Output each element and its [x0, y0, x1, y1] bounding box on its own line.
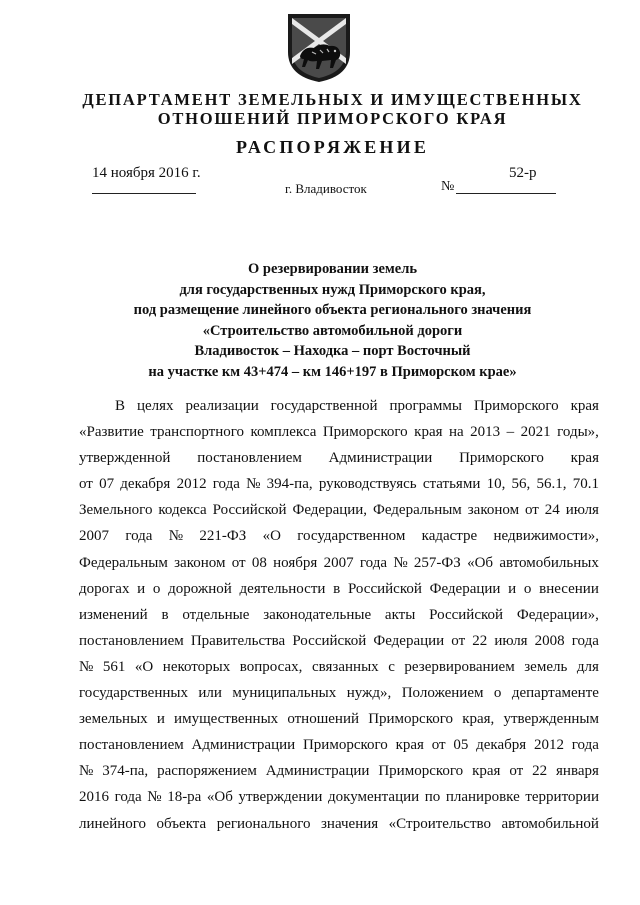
body-line: [79, 576, 599, 602]
body-word: №: [246, 476, 261, 493]
body-word: от: [509, 763, 524, 780]
body-word: Приморского: [459, 450, 544, 467]
subject-line: для государственных нужд Приморского края,: [179, 281, 486, 298]
body-word: некоторых: [162, 658, 231, 675]
body-line: [79, 445, 599, 471]
body-word: 22: [532, 763, 548, 780]
body-line: [79, 706, 599, 732]
body-word: №: [168, 528, 184, 545]
body-word: Приморского: [368, 711, 454, 728]
body-word: года: [359, 554, 388, 571]
body-word: и: [156, 711, 165, 728]
body-word: года: [571, 737, 599, 754]
body-word: «Об: [467, 554, 494, 571]
body-word: Земельного: [79, 502, 153, 519]
body-word: Федеральным: [372, 502, 462, 519]
body-word: утвержденной: [79, 450, 171, 467]
body-word: кадастре: [421, 528, 478, 545]
body-word: «О: [262, 528, 281, 545]
body-word: Приморского: [378, 763, 464, 780]
body-word: 2007: [323, 554, 354, 571]
body-word: года: [125, 528, 153, 545]
body-word: 08: [251, 554, 267, 571]
subject-line: под размещение линейного объекта регионального значения: [133, 302, 532, 318]
body-word: государственных: [79, 685, 188, 702]
body-word: государственной: [270, 398, 378, 414]
date-underline: [92, 193, 196, 194]
body-word: резервированием: [404, 658, 515, 675]
body-word: изменений: [79, 606, 148, 623]
body-word: 2016: [79, 789, 109, 806]
body-word: декабря: [476, 737, 527, 754]
body-word: недвижимости»,: [493, 528, 599, 545]
body-line: [79, 497, 599, 523]
body-word: комплекса: [250, 424, 317, 441]
body-word: 2012: [533, 737, 564, 754]
body-word: 2012: [176, 476, 207, 493]
body-word: 257-ФЗ: [413, 554, 461, 571]
body-word: 10,: [486, 476, 506, 493]
body-word: постановлением: [79, 737, 184, 754]
body-word: Российской: [292, 632, 367, 649]
body-word: распоряжением: [157, 763, 257, 780]
body-word: законодательные: [263, 606, 372, 623]
body-word: №: [393, 554, 408, 571]
body-word: планировке: [445, 789, 520, 806]
body-word: для: [576, 658, 599, 675]
body-word: вопросах,: [239, 658, 303, 675]
body-word: от: [431, 737, 446, 754]
body-word: от: [231, 554, 246, 571]
body-word: регионального: [216, 815, 311, 832]
body-word: края: [395, 737, 424, 754]
body-word: территории: [525, 789, 599, 806]
document-subject: [60, 259, 605, 382]
number-sign: №: [441, 179, 455, 194]
body-word: от: [79, 476, 93, 493]
body-word: декабря: [120, 476, 171, 493]
body-word: №: [147, 789, 162, 806]
body-word: 2007: [79, 528, 109, 545]
body-word: в: [333, 580, 341, 597]
body-word: годы»,: [557, 424, 599, 441]
body-word: нужд»,: [346, 685, 392, 702]
body-word: о: [523, 580, 532, 597]
subject-line: О резервировании земель: [247, 261, 417, 277]
body-word: года: [571, 632, 599, 649]
body-word: края: [570, 450, 599, 467]
body-word: внесении: [539, 580, 599, 597]
body-word: 18-ра: [167, 789, 202, 806]
body-word: Приморского: [473, 398, 559, 414]
body-word: 56,: [511, 476, 531, 493]
body-word: 221-ФЗ: [199, 528, 247, 545]
body-word: значения: [321, 815, 379, 832]
body-word: статьями: [422, 476, 481, 493]
body-word: о: [152, 580, 161, 597]
body-word: Федерации: [373, 632, 445, 649]
body-word: автомобильных: [499, 554, 599, 571]
body-word: от: [525, 502, 539, 519]
body-word: Российской: [212, 502, 287, 519]
body-word: в: [161, 606, 169, 623]
body-line: [79, 628, 599, 654]
body-line: [79, 602, 599, 628]
body-word: объекта: [156, 815, 207, 832]
body-word: или: [198, 685, 222, 702]
body-word: 2008: [534, 632, 565, 649]
body-word: Российской: [429, 606, 504, 623]
body-word: 2013: [470, 424, 501, 441]
body-word: отдельные: [182, 606, 250, 623]
body-word: Федеральным: [79, 554, 168, 571]
body-word: Правительства: [190, 632, 286, 649]
body-word: края: [570, 398, 599, 414]
department-line-2: ОТНОШЕНИЙ ПРИМОРСКОГО КРАЯ: [157, 109, 508, 128]
body-word: 2021: [520, 424, 551, 441]
body-word: 374-па,: [102, 763, 149, 780]
body-word: Администрации: [191, 737, 296, 754]
body-word: Приморского: [302, 737, 388, 754]
number-underline: [456, 193, 556, 194]
body-word: акты: [384, 606, 416, 623]
body-word: 22: [472, 632, 488, 649]
department-line-1: ДЕПАРТАМЕНТ ЗЕМЕЛЬНЫХ И ИМУЩЕСТВЕННЫХ: [82, 90, 583, 109]
body-word: №: [79, 658, 94, 675]
body-word: о: [493, 685, 502, 702]
body-line: [79, 523, 599, 549]
body-word: постановлением: [79, 632, 184, 649]
body-word: с: [388, 658, 395, 675]
body-word: края: [472, 763, 501, 780]
body-word: земельных: [79, 711, 148, 728]
body-line: [79, 471, 599, 497]
body-word: года: [114, 789, 142, 806]
body-word: деятельности: [239, 580, 326, 597]
document-body: [79, 393, 599, 837]
body-word: постановлением: [197, 450, 302, 467]
body-word: дорогах: [79, 580, 130, 597]
document-number: 52-р: [509, 165, 537, 181]
body-word: 05: [453, 737, 469, 754]
department-title: [60, 90, 605, 128]
body-word: кодекса: [158, 502, 207, 519]
body-word: Федерации: [429, 580, 501, 597]
body-word: Федерации,: [292, 502, 368, 519]
body-word: имущественных: [174, 711, 279, 728]
body-word: программы: [389, 398, 462, 414]
body-word: «О: [134, 658, 154, 675]
body-word: руководствуясь: [318, 476, 417, 493]
body-line: [79, 732, 599, 758]
body-word: Приморского: [322, 424, 408, 441]
body-word: января: [556, 763, 599, 780]
body-word: года: [212, 476, 240, 493]
body-word: от: [451, 632, 466, 649]
coat-of-arms-emblem: [286, 12, 352, 84]
document-city: г. Владивосток: [285, 181, 367, 196]
body-word: В: [115, 398, 126, 414]
body-word: Российской: [347, 580, 422, 597]
body-word: «Развитие: [79, 424, 144, 441]
body-word: и: [508, 580, 517, 597]
body-word: 561: [102, 658, 126, 675]
body-word: государственном: [297, 528, 406, 545]
body-word: 70.1: [572, 476, 599, 493]
body-word: по: [424, 789, 441, 806]
body-word: 07: [99, 476, 115, 493]
body-word: 56.1,: [536, 476, 567, 493]
document-date: 14 ноября 2016 г.: [92, 165, 201, 181]
body-word: края,: [462, 711, 495, 728]
body-word: 394-па,: [266, 476, 313, 493]
body-word: связанных: [311, 658, 379, 675]
subject-line: на участке км 43+474 – км 146+197 в Приморском крае»: [148, 363, 517, 380]
body-word: №: [79, 763, 94, 780]
body-word: законом: [174, 554, 226, 571]
body-word: –: [506, 424, 515, 441]
body-word: 24: [544, 502, 560, 519]
body-word: муниципальных: [232, 685, 337, 702]
body-line: [79, 811, 599, 837]
body-word: «Об: [206, 789, 233, 806]
body-word: дорожной: [168, 580, 232, 597]
body-line: [79, 393, 599, 419]
body-word: земель: [524, 658, 568, 675]
body-word: июля: [494, 632, 528, 649]
body-word: законом: [467, 502, 520, 519]
body-word: документации: [328, 789, 420, 806]
document-type-heading: РАСПОРЯЖЕНИЕ: [235, 137, 430, 157]
body-word: департаменте: [511, 685, 599, 702]
body-line: [79, 758, 599, 784]
body-word: края: [414, 424, 443, 441]
body-word: июля: [565, 502, 599, 519]
body-word: «Строительство: [388, 815, 491, 832]
body-word: на: [449, 424, 464, 441]
body-word: Администрации: [265, 763, 370, 780]
body-word: целях: [136, 398, 174, 414]
body-word: утвержденным: [503, 711, 599, 728]
body-line: [79, 550, 599, 576]
body-line: [79, 654, 599, 680]
body-word: реализации: [185, 398, 259, 414]
body-word: Администрации: [328, 450, 433, 467]
body-word: и: [137, 580, 146, 597]
body-word: транспортного: [150, 424, 245, 441]
subject-line: Владивосток – Находка – порт Восточный: [194, 343, 471, 359]
body-word: линейного: [79, 815, 147, 832]
body-word: отношений: [287, 711, 360, 728]
body-word: утверждении: [238, 789, 323, 806]
body-line: [79, 680, 599, 706]
body-line: [79, 784, 599, 810]
body-line: [79, 419, 599, 445]
subject-line: «Строительство автомобильной дороги: [202, 322, 463, 339]
body-word: Положением: [401, 685, 484, 702]
body-word: автомобильной: [501, 815, 599, 832]
body-word: ноября: [273, 554, 318, 571]
body-word: Федерации»,: [516, 606, 599, 623]
